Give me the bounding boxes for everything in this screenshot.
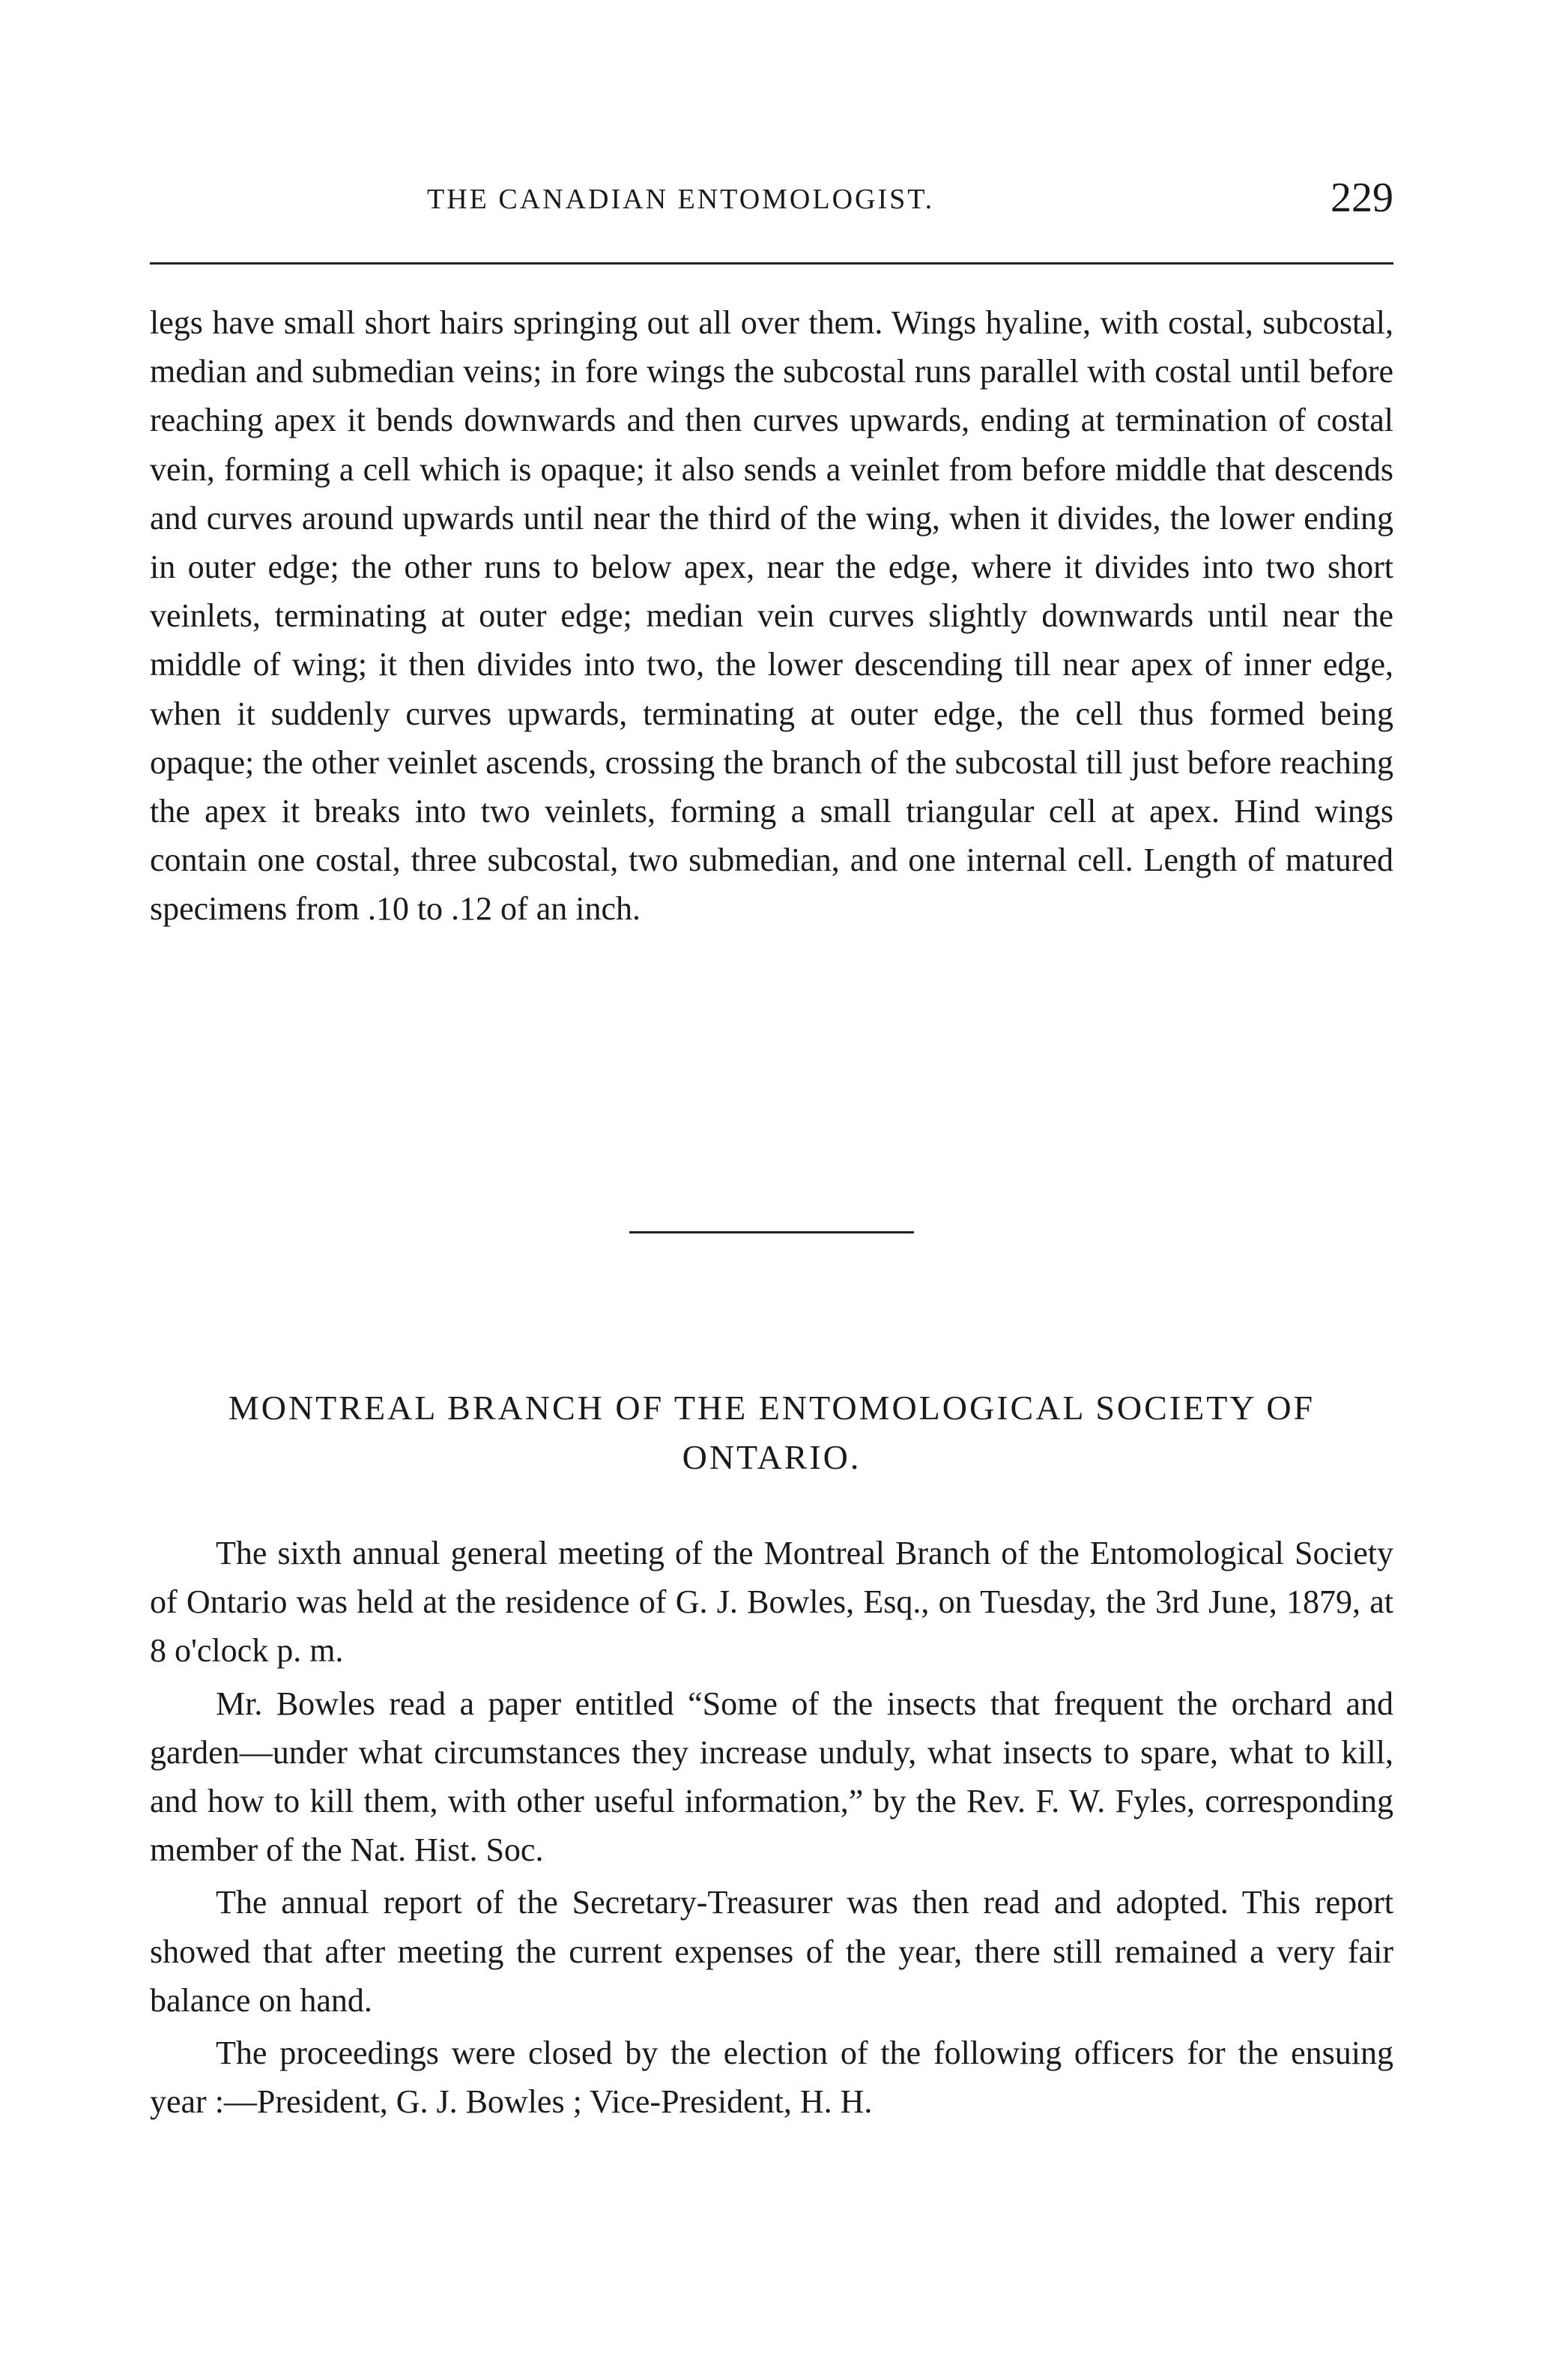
section-divider <box>629 1231 914 1233</box>
section-paragraph: The annual report of the Secretary-Treasurer was then read and adopted. This report showed that after meeting the current expenses of the year, there still remained a very fair balance on hand. <box>150 1884 1393 2019</box>
page-number: 229 <box>1331 175 1393 221</box>
section-paragraph: Mr. Bowles read a paper entitled “Some of the insects that frequent the orchard and garden—under what circumstances they increase unduly, what insects to spare, what to kill, and how to kill them, with other useful information,” by the Rev. F. W. Fyles, corresponding member of the Nat. Hist. Soc. <box>150 1685 1393 1869</box>
section-paragraph: The proceedings were closed by the election of the following officers for the ensuing year :—President, G. J. Bowles ; Vice-President, H. H. <box>150 2035 1393 2121</box>
section-paragraph: The sixth annual general meeting of the Montreal Branch of the Entomological Society of Ontario was held at the residence of G. J. Bowles, Esq., on Tuesday, the 3rd June, 1879, at 8 o'clock p. m. <box>150 1535 1393 1670</box>
document-page <box>150 0 1393 2371</box>
continuation-paragraph: legs have small short hairs springing out all over them. Wings hyaline, with costal, subcostal, median and submedian veins; in fore wings the subcostal runs parallel with costal until before reaching apex it bends downwards and then curves upwards, ending at termination of costal vein, forming a cell which is opaque; it also sends a veinlet from before middle that descends and curves around upwards until near the third of the wing, when it divides, the lower ending in outer edge; the other runs to below apex, near the edge, where it divides into two short veinlets, terminating at outer edge; median vein curves slightly downwards until near the middle of wing; it then divides into two, the lower descending till near apex of inner edge, when it suddenly curves upwards, terminating at outer edge, the cell thus formed being opaque; the other veinlet ascends, crossing the branch of the subcostal till just before reaching the apex it breaks into two veinlets, forming a small triangular cell at apex. Hind wings contain one costal, three subcostal, two submedian, and one internal cell. Length of matured specimens from .10 to .12 of an inch. <box>150 304 1393 928</box>
section-title: MONTREAL BRANCH OF THE ENTOMOLOGICAL SOCIETY OF ONTARIO. <box>228 1389 1316 1476</box>
header-rule <box>150 262 1393 265</box>
section-body <box>150 1529 1393 2130</box>
page-header <box>150 174 1393 226</box>
running-title: THE CANADIAN ENTOMOLOGIST. <box>427 184 935 215</box>
